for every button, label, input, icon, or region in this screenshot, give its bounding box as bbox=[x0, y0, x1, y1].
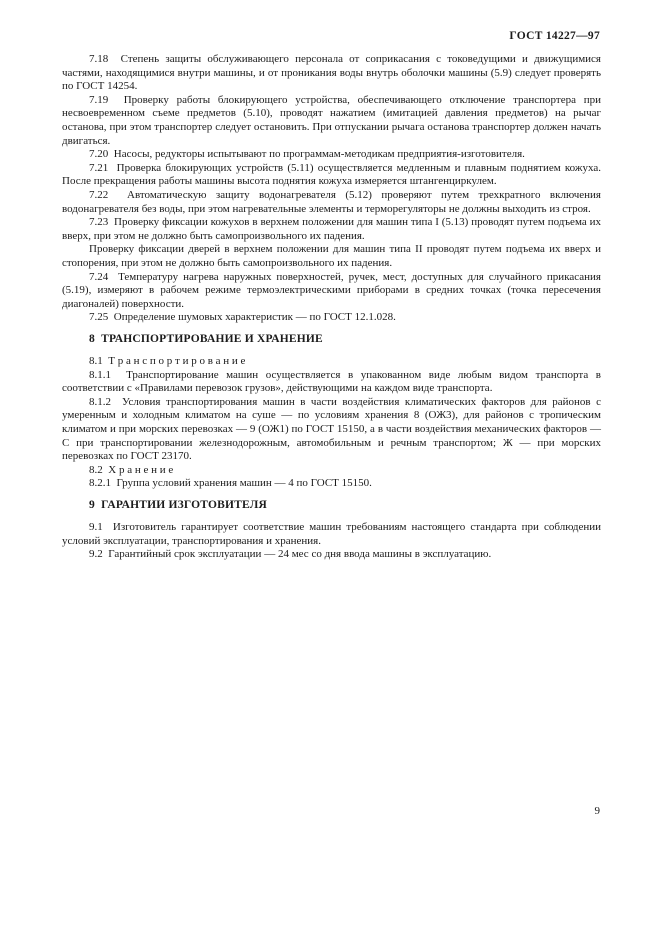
clause-7-23-continued: Проверку фиксации дверей в верхнем положении для машин типа II проводят путем подъема их вверх и стопорения, при этом не должно быть самопроизвольного их падения. bbox=[62, 243, 601, 269]
clause-9-2: 9.2 Гарантийный срок эксплуатации — 24 мес со дня ввода машины в эксплуатацию. bbox=[89, 548, 492, 561]
clause-7-24: 7.24 Температуру нагрева наружных поверхностей, ручек, мест, доступных для случайного прикасания (5.19), измеряют в рабочем режиме термоэлектрическими приборами в средних точках (точка пересечения диагоналей) поверхности. bbox=[62, 270, 601, 310]
subclause-8-2-heading: 8.2 Х р а н е н и е bbox=[89, 463, 174, 476]
clause-7-22: 7.22 Автоматическую защиту водонагревателя (5.12) проверяют путем трехкратного включения водонагревателя без воды, при этом нагревательные элементы и терморегуляторы не должны выходить из строя. bbox=[62, 188, 601, 215]
page-number: 9 bbox=[594, 805, 600, 817]
clause-7-25: 7.25 Определение шумовых характеристик — по ГОСТ 12.1.028. bbox=[89, 311, 396, 324]
clause-7-20: 7.20 Насосы, редукторы испытывают по программам-методикам предприятия-изготовителя. bbox=[89, 148, 525, 161]
clause-9-1: 9.1 Изготовитель гарантирует соответствие машин требованиям настоящего стандарта при соблюдении условий эксплуатации, транспортирования и хранения. bbox=[62, 521, 601, 547]
clause-7-18: 7.18 Степень защиты обслуживающего персонала от соприкасания с токоведущими и движущимися частями, находящимися внутри машины, и от проникания воды внутрь оболочки машины (5.9) следует проверять по ГОСТ 14254. bbox=[62, 53, 601, 93]
clause-8-1-1: 8.1.1 Транспортирование машин осуществляется в упакованном виде любым видом транспорта в соответствии с «Правилами перевозок грузов», действующими на каждом виде транспорта. bbox=[62, 368, 601, 395]
section-8-heading: 8 ТРАНСПОРТИРОВАНИЕ И ХРАНЕНИЕ bbox=[89, 332, 323, 345]
section-9-heading: 9 ГАРАНТИИ ИЗГОТОВИТЕЛЯ bbox=[89, 498, 268, 511]
document-body bbox=[62, 53, 601, 562]
clause-8-2-1: 8.2.1 Группа условий хранения машин — 4 по ГОСТ 15150. bbox=[89, 477, 372, 490]
subclause-8-1-heading: 8.1 Т р а н с п о р т и р о в а н и е bbox=[89, 354, 246, 367]
clause-7-19: 7.19 Проверку работы блокирующего устройства, обеспечивающего отключение транспортера при несвоевременном съеме предметов (5.10), проводят нажатием (имитацией давления предметов) на рычаг останова, при этом транспортер следует остановить. При отпускании рычага останова транспортер должен начать двигаться. bbox=[62, 93, 601, 147]
clause-8-1-2: 8.1.2 Условия транспортирования машин в части воздействия климатических факторов для районов с умеренным и холодным климатом на суше — по условиям хранения 8 (ОЖ3), для районов с тропическим климатом и при морских перевозках — 9 (ОЖ1) по ГОСТ 15150, а в части воздействия механических факторов — С при транспортировании железнодорожным, автомобильным и речным транспортом; Ж — при морских перевозках по ГОСТ 23170. bbox=[62, 395, 601, 463]
standard-number-header: ГОСТ 14227—97 bbox=[509, 30, 600, 42]
clause-7-21: 7.21 Проверка блокирующих устройств (5.11) осуществляется медленным и плавным поднятием кожуха. После прекращения работы машины высота поднятия кожуха измеряется штангенциркулем. bbox=[62, 161, 601, 188]
clause-7-23: 7.23 Проверку фиксации кожухов в верхнем положении для машин типа I (5.13) проводят путем подъема их вверх, при этом не должно быть самопроизвольного их падения. bbox=[62, 216, 601, 242]
